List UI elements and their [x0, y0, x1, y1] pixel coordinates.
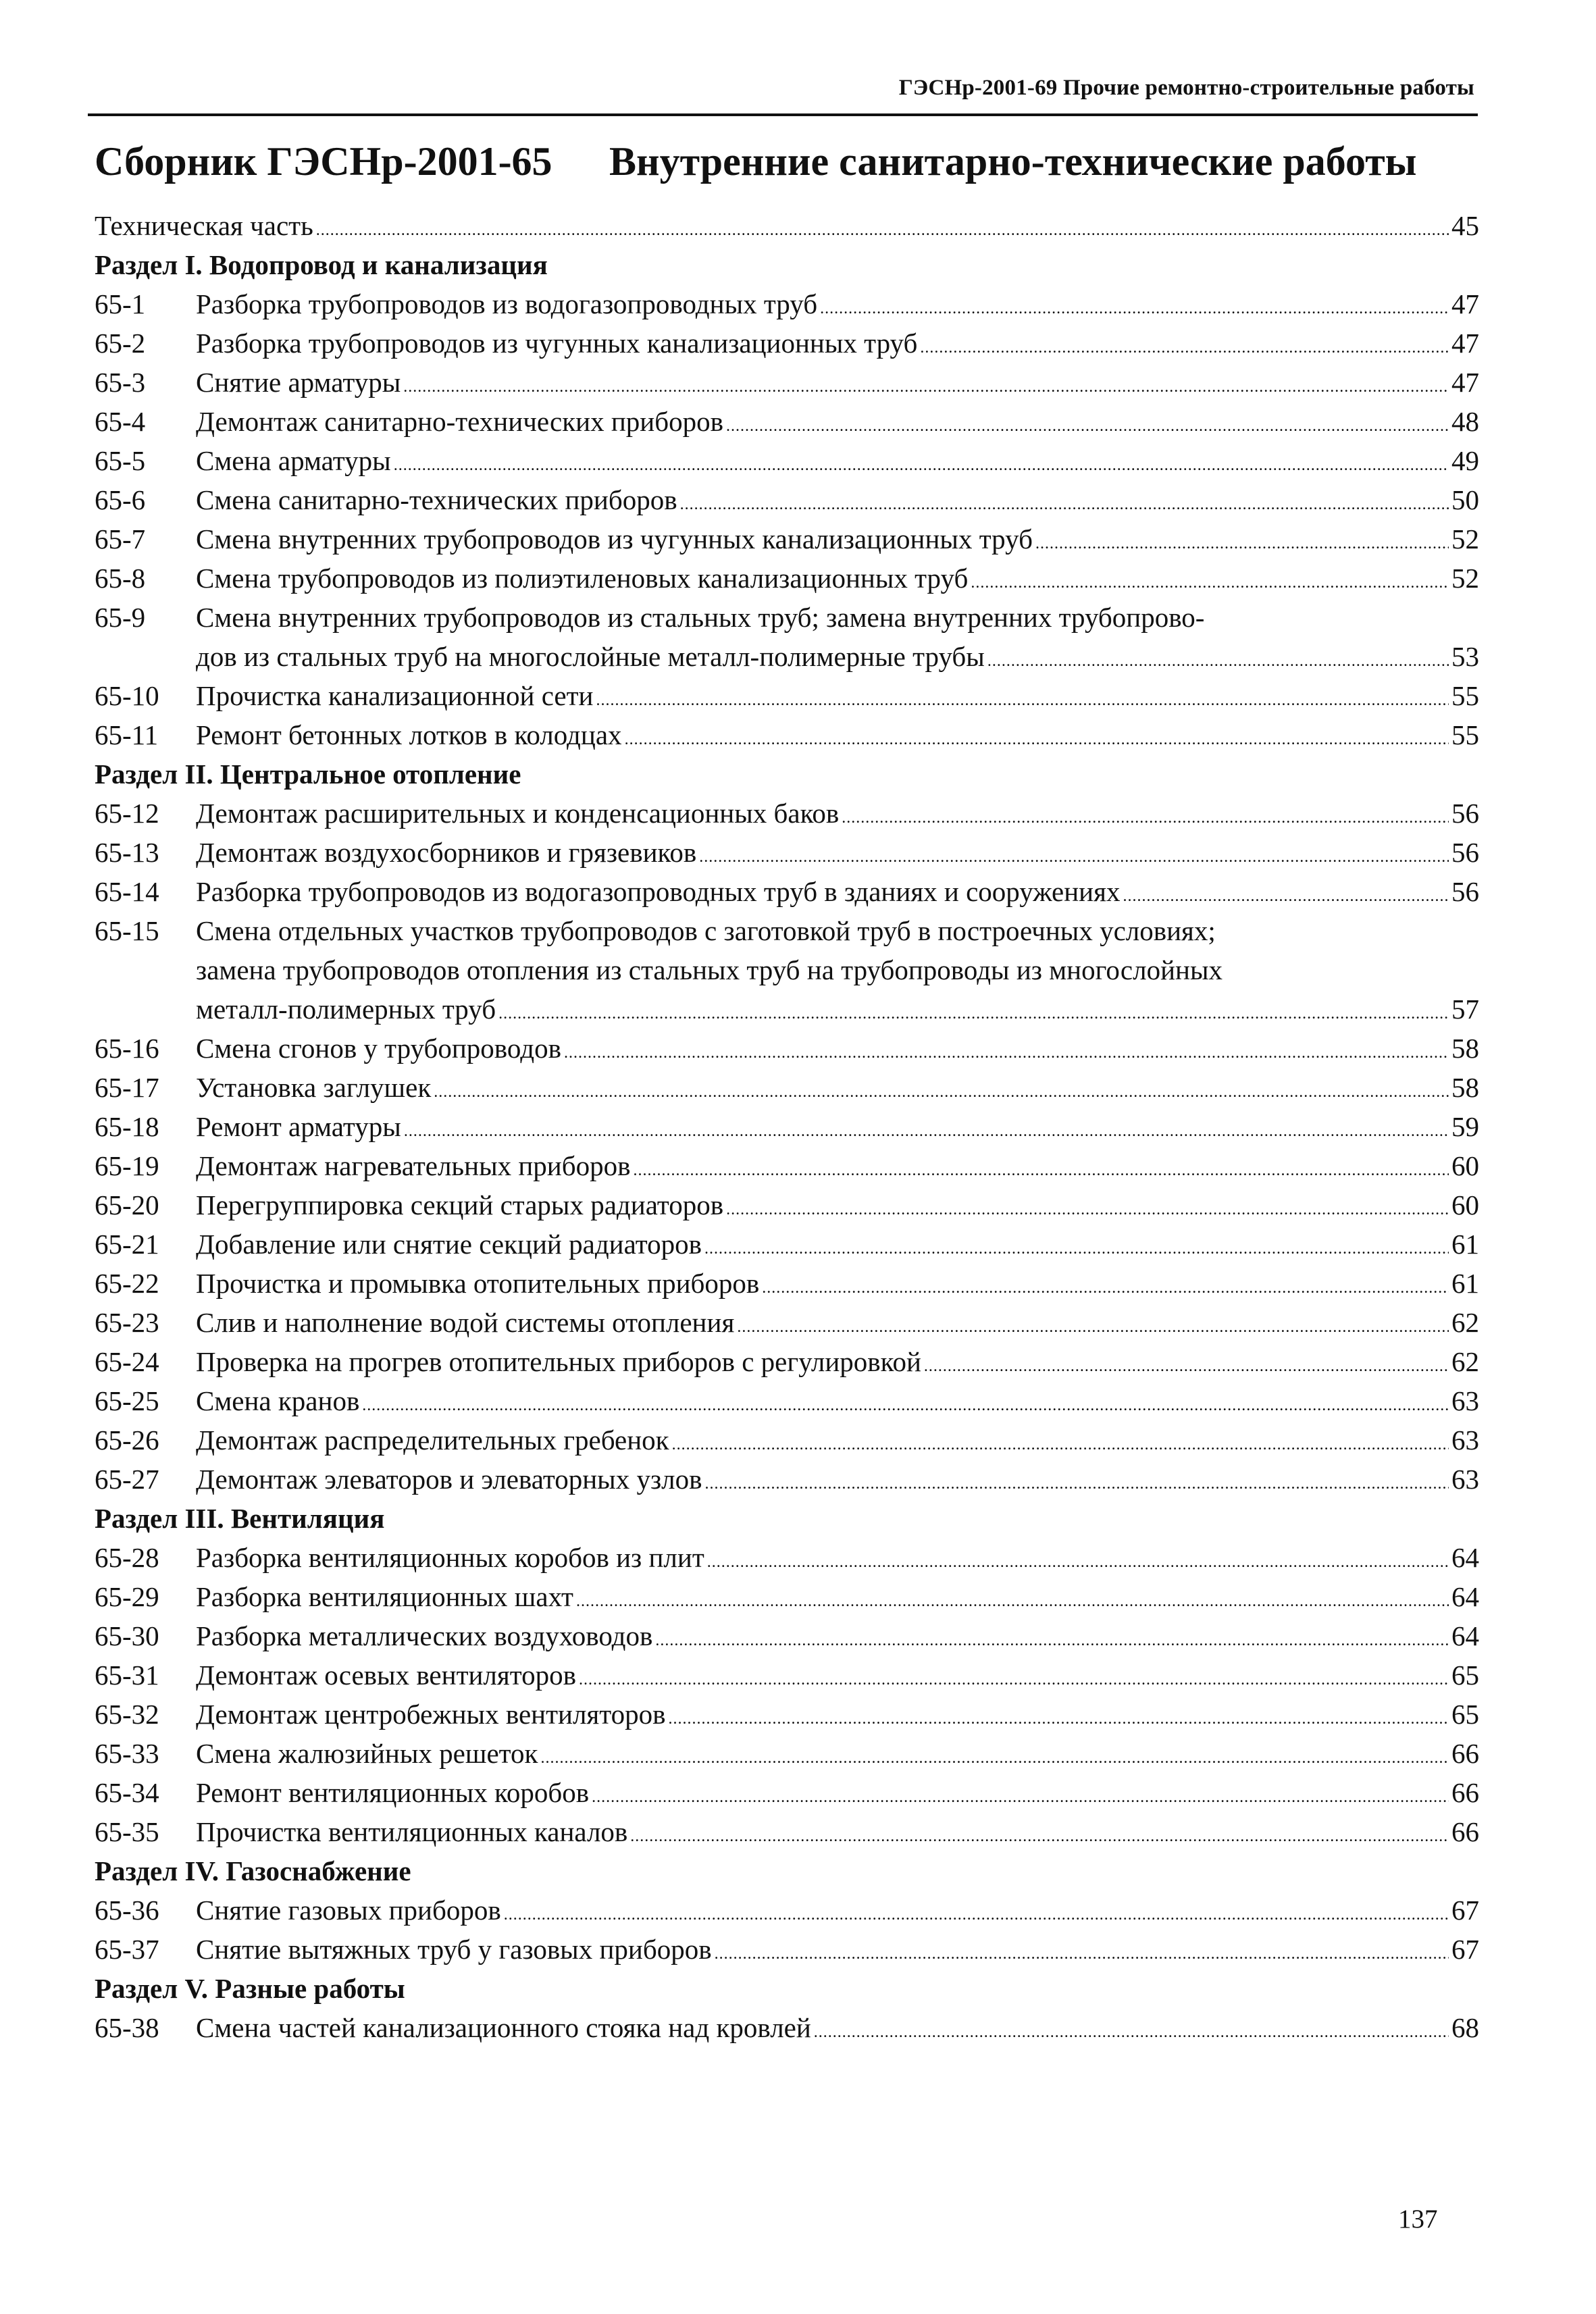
section-heading	[95, 1851, 1479, 1891]
entry-body	[196, 676, 1479, 720]
entry-page: 48	[1451, 406, 1479, 437]
entry-body	[196, 324, 1479, 367]
toc-row	[95, 1381, 1479, 1420]
entry-page: 58	[1451, 1033, 1479, 1064]
section-heading	[95, 754, 1479, 794]
toc-row	[95, 1264, 1479, 1303]
entry-page: 58	[1451, 1072, 1479, 1103]
toc-row	[95, 1460, 1479, 1499]
entry-page: 53	[1451, 641, 1479, 672]
dot-leader	[820, 289, 1449, 328]
entry-body	[196, 1460, 1479, 1503]
entry-body	[196, 402, 1479, 446]
entry-body	[196, 2008, 1479, 2052]
entry-page: 61	[1451, 1229, 1479, 1260]
entry-body	[196, 1225, 1479, 1268]
entry-title: Демонтаж санитарно-технических приборов	[196, 406, 723, 437]
entry-body	[196, 1185, 1479, 1229]
entry-title: Демонтаж нагревательных приборов	[196, 1150, 631, 1181]
entry-body	[196, 1577, 1479, 1621]
entry-number: 65-9	[95, 602, 146, 633]
entry-number: 65-19	[95, 1150, 159, 1181]
dot-leader	[680, 485, 1449, 524]
entry-title: Ремонт арматуры	[196, 1111, 401, 1142]
dot-leader	[404, 1112, 1449, 1151]
entry-page: 66	[1451, 1738, 1479, 1769]
toc-row	[95, 1773, 1479, 1812]
entry-body	[196, 950, 1479, 989]
entry-title: Снятие арматуры	[196, 367, 401, 398]
dot-leader	[434, 1073, 1449, 1112]
collection-code: Сборник ГЭСНр-2001-65	[95, 139, 552, 184]
entry-title: Добавление или снятие секций радиаторов	[196, 1229, 702, 1260]
entry-page: 66	[1451, 1777, 1479, 1808]
toc-row	[95, 1068, 1479, 1107]
entry-body	[196, 1616, 1479, 1660]
entry-title: Установка заглушек	[196, 1072, 432, 1103]
entry-title: Снятие газовых приборов	[196, 1895, 501, 1926]
entry-title: Снятие вытяжных труб у газовых приборов	[196, 1934, 712, 1965]
entry-title: Прочистка канализационной сети	[196, 680, 594, 711]
header-rule	[88, 113, 1478, 116]
toc-row	[95, 441, 1479, 480]
entry-number: 65-35	[95, 1816, 159, 1847]
dot-leader	[707, 1543, 1449, 1582]
dot-leader	[633, 1151, 1449, 1190]
entry-title: Смена отдельных участков трубопроводов с заготовкой труб в построечных условиях;	[196, 915, 1216, 946]
entry-number: 65-20	[95, 1189, 159, 1220]
toc-row	[95, 1891, 1479, 1930]
dot-leader	[579, 1660, 1449, 1699]
entry-title: Демонтаж расширительных и конденсационных баков	[196, 798, 840, 829]
entry-title: Ремонт бетонных лотков в колодцах	[196, 719, 622, 750]
entry-number: 65-23	[95, 1307, 159, 1338]
collection-title	[95, 138, 1479, 192]
dot-leader	[1123, 877, 1449, 916]
toc-row	[95, 911, 1479, 950]
entry-title: Разборка вентиляционных коробов из плит	[196, 1542, 704, 1573]
entry-number: 65-17	[95, 1072, 159, 1103]
dot-leader	[498, 994, 1449, 1033]
entry-page: 52	[1451, 563, 1479, 594]
entry-number: 65-7	[95, 523, 146, 555]
dot-leader	[704, 1229, 1449, 1268]
entry-body	[196, 833, 1479, 877]
toc-row	[95, 1930, 1479, 1969]
entry-title: Разборка трубопроводов из водогазопроводных труб в зданиях и сооружениях	[196, 876, 1121, 907]
section-heading	[95, 1499, 1479, 1538]
section-title: Раздел V. Разные работы	[95, 1973, 405, 2004]
dot-leader	[669, 1699, 1449, 1739]
entry-page: 64	[1451, 1542, 1479, 1573]
entry-number: 65-37	[95, 1934, 159, 1965]
section-title: Раздел IV. Газоснабжение	[95, 1855, 411, 1886]
entry-page: 47	[1451, 367, 1479, 398]
table-of-contents	[95, 206, 1479, 2047]
entry-page: 56	[1451, 876, 1479, 907]
toc-row	[95, 950, 1479, 989]
dot-leader	[1035, 524, 1449, 563]
entry-body	[196, 1538, 1479, 1582]
toc-row	[95, 2008, 1479, 2047]
toc-row	[95, 1029, 1479, 1068]
dot-leader	[596, 681, 1449, 720]
collection-name: Внутренние санитарно-технические работы	[609, 139, 1417, 184]
entry-number: 65-2	[95, 328, 146, 359]
entry-title: Смена внутренних трубопроводов из чугунных канализационных труб	[196, 523, 1033, 555]
entry-body	[196, 637, 1479, 681]
toc-row	[95, 1185, 1479, 1225]
dot-leader	[814, 2013, 1449, 2052]
entry-title: Техническая часть	[95, 210, 313, 241]
dot-leader	[504, 1895, 1449, 1934]
toc-row	[95, 598, 1479, 637]
entry-number: 65-10	[95, 680, 159, 711]
entry-body	[196, 1107, 1479, 1151]
dot-leader	[592, 1778, 1449, 1817]
entry-number: 65-32	[95, 1699, 159, 1730]
entry-body	[196, 1381, 1479, 1425]
entry-number: 65-14	[95, 876, 159, 907]
entry-number: 65-5	[95, 445, 146, 476]
dot-leader	[316, 211, 1449, 250]
section-heading	[95, 1969, 1479, 2008]
toc-row	[95, 1695, 1479, 1734]
entry-title: Смена частей канализационного стояка над кровлей	[196, 2012, 811, 2043]
entry-number: 65-26	[95, 1424, 159, 1456]
entry-body	[196, 1146, 1479, 1190]
entry-number: 65-36	[95, 1895, 159, 1926]
entry-title: Смена жалюзийных решеток	[196, 1738, 538, 1769]
entry-page: 61	[1451, 1268, 1479, 1299]
entry-title: Ремонт вентиляционных коробов	[196, 1777, 590, 1808]
entry-number: 65-11	[95, 719, 159, 750]
entry-body	[196, 1930, 1479, 1974]
entry-body	[196, 363, 1479, 407]
entry-page: 65	[1451, 1660, 1479, 1691]
entry-page: 67	[1451, 1895, 1479, 1926]
toc-row	[95, 1107, 1479, 1146]
entry-page: 57	[1451, 994, 1479, 1025]
toc-row	[95, 559, 1479, 598]
entry-body	[196, 519, 1479, 563]
entry-title: Разборка вентиляционных шахт	[196, 1581, 573, 1612]
entry-title: Проверка на прогрев отопительных приборов с регулировкой	[196, 1346, 921, 1377]
entry-title: замена трубопроводов отопления из стальных труб на трубопроводы из многослойных	[196, 954, 1223, 985]
entry-title: Демонтаж центробежных вентиляторов	[196, 1699, 666, 1730]
dot-leader	[924, 1347, 1449, 1386]
entry-title: металл-полимерных труб	[196, 994, 496, 1025]
section-title: Раздел III. Вентиляция	[95, 1503, 385, 1534]
toc-row	[95, 794, 1479, 833]
entry-number: 65-4	[95, 406, 146, 437]
entry-number: 65-30	[95, 1620, 159, 1651]
toc-row	[95, 402, 1479, 441]
dot-leader	[394, 446, 1449, 485]
entry-page: 62	[1451, 1346, 1479, 1377]
entry-title: Прочистка и промывка отопительных приборов	[196, 1268, 760, 1299]
toc-row	[95, 676, 1479, 715]
toc-row	[95, 1577, 1479, 1616]
entry-body	[95, 206, 1479, 250]
dot-leader	[705, 1464, 1449, 1503]
entry-body	[196, 715, 1479, 759]
entry-body	[196, 1891, 1479, 1934]
entry-number: 65-38	[95, 2012, 159, 2043]
dot-leader	[726, 407, 1449, 446]
dot-leader	[762, 1268, 1449, 1308]
dot-leader	[726, 1190, 1449, 1229]
entry-number: 65-25	[95, 1385, 159, 1416]
entry-page: 62	[1451, 1307, 1479, 1338]
entry-body	[196, 1734, 1479, 1778]
entry-body	[196, 559, 1479, 602]
entry-title: Смена сгонов у трубопроводов	[196, 1033, 561, 1064]
entry-number: 65-24	[95, 1346, 159, 1377]
entry-body	[196, 1068, 1479, 1112]
entry-number: 65-31	[95, 1660, 159, 1691]
dot-leader	[576, 1582, 1449, 1621]
entry-page: 52	[1451, 523, 1479, 555]
entry-page: 65	[1451, 1699, 1479, 1730]
entry-title: дов из стальных труб на многослойные металл-полимерные трубы	[196, 641, 985, 672]
entry-body	[196, 1773, 1479, 1817]
entry-page: 47	[1451, 288, 1479, 319]
dot-leader	[564, 1033, 1449, 1073]
entry-number: 65-3	[95, 367, 146, 398]
entry-page: 64	[1451, 1620, 1479, 1651]
toc-row	[95, 284, 1479, 324]
entry-page: 63	[1451, 1424, 1479, 1456]
toc-row	[95, 1225, 1479, 1264]
dot-leader	[920, 328, 1449, 367]
entry-title: Смена внутренних трубопроводов из стальных труб; замена внутренних трубопрово-	[196, 602, 1205, 633]
entry-title: Смена кранов	[196, 1385, 360, 1416]
entry-page: 68	[1451, 2012, 1479, 2043]
running-header: ГЭСНр-2001-69 Прочие ремонтно-строительные работы	[898, 76, 1474, 100]
dot-leader	[540, 1739, 1449, 1778]
entry-body	[196, 1303, 1479, 1347]
entry-page: 49	[1451, 445, 1479, 476]
page-number: 137	[1398, 2205, 1438, 2234]
entry-page: 64	[1451, 1581, 1479, 1612]
toc-row	[95, 1538, 1479, 1577]
dot-leader	[737, 1308, 1449, 1347]
entry-page: 60	[1451, 1189, 1479, 1220]
entry-page: 55	[1451, 680, 1479, 711]
entry-title: Демонтаж распределительных гребенок	[196, 1424, 669, 1456]
entry-number: 65-18	[95, 1111, 159, 1142]
entry-title: Разборка трубопроводов из водогазопроводных труб	[196, 288, 818, 319]
entry-body	[196, 1655, 1479, 1699]
toc-row	[95, 1303, 1479, 1342]
toc-row	[95, 1734, 1479, 1773]
dot-leader	[715, 1934, 1449, 1974]
entry-title: Перегруппировка секций старых радиаторов	[196, 1189, 724, 1220]
entry-page: 67	[1451, 1934, 1479, 1965]
entry-page: 66	[1451, 1816, 1479, 1847]
entry-page: 47	[1451, 328, 1479, 359]
entry-body	[196, 872, 1479, 916]
entry-number: 65-29	[95, 1581, 159, 1612]
dot-leader	[971, 563, 1449, 602]
toc-row	[95, 1146, 1479, 1185]
entry-number: 65-28	[95, 1542, 159, 1573]
dot-leader	[655, 1621, 1449, 1660]
entry-page: 63	[1451, 1464, 1479, 1495]
entry-number: 65-8	[95, 563, 146, 594]
dot-leader	[362, 1386, 1449, 1425]
entry-page: 60	[1451, 1150, 1479, 1181]
entry-body	[196, 598, 1479, 637]
toc-row	[95, 324, 1479, 363]
entry-number: 65-12	[95, 798, 159, 829]
dot-leader	[630, 1817, 1449, 1856]
dot-leader	[699, 838, 1449, 877]
entry-number: 65-34	[95, 1777, 159, 1808]
entry-body	[196, 1420, 1479, 1464]
dot-leader	[403, 367, 1449, 407]
entry-page: 59	[1451, 1111, 1479, 1142]
entry-page: 56	[1451, 798, 1479, 829]
entry-number: 65-22	[95, 1268, 159, 1299]
entry-title: Смена санитарно-технических приборов	[196, 484, 677, 515]
entry-title: Разборка металлических воздуховодов	[196, 1620, 653, 1651]
entry-number: 65-16	[95, 1033, 159, 1064]
dot-leader	[987, 642, 1449, 681]
section-title: Раздел II. Центральное отопление	[95, 759, 521, 790]
entry-body	[196, 1695, 1479, 1739]
toc-row	[95, 206, 1479, 245]
entry-page: 55	[1451, 719, 1479, 750]
toc-row	[95, 363, 1479, 402]
entry-page: 45	[1451, 210, 1479, 241]
entry-title: Демонтаж осевых вентиляторов	[196, 1660, 576, 1691]
entry-number: 65-15	[95, 915, 159, 946]
toc-row	[95, 1420, 1479, 1460]
entry-body	[196, 1264, 1479, 1308]
toc-row	[95, 480, 1479, 519]
entry-body	[196, 1029, 1479, 1073]
toc-row	[95, 872, 1479, 911]
section-title: Раздел I. Водопровод и канализация	[95, 249, 548, 280]
entry-body	[196, 480, 1479, 524]
entry-title: Прочистка вентиляционных каналов	[196, 1816, 628, 1847]
entry-number: 65-27	[95, 1464, 159, 1495]
entry-number: 65-6	[95, 484, 146, 515]
toc-row	[95, 1812, 1479, 1851]
entry-page: 63	[1451, 1385, 1479, 1416]
toc-row	[95, 715, 1479, 754]
entry-body	[196, 1342, 1479, 1386]
toc-row	[95, 1616, 1479, 1655]
entry-number: 65-33	[95, 1738, 159, 1769]
entry-body	[196, 989, 1479, 1033]
toc-row	[95, 1655, 1479, 1695]
entry-body	[196, 284, 1479, 328]
entry-number: 65-1	[95, 288, 146, 319]
dot-leader	[842, 798, 1449, 838]
entry-body	[196, 441, 1479, 485]
entry-title: Смена трубопроводов из полиэтиленовых канализационных труб	[196, 563, 969, 594]
toc-row	[95, 1342, 1479, 1381]
entry-page: 50	[1451, 484, 1479, 515]
section-heading	[95, 245, 1479, 284]
toc-row	[95, 519, 1479, 559]
entry-body	[196, 1812, 1479, 1856]
entry-title: Демонтаж воздухосборников и грязевиков	[196, 837, 697, 868]
entry-page: 56	[1451, 837, 1479, 868]
entry-title: Смена арматуры	[196, 445, 391, 476]
entry-number: 65-21	[95, 1229, 159, 1260]
entry-body	[196, 794, 1479, 838]
toc-row	[95, 989, 1479, 1029]
toc-row	[95, 833, 1479, 872]
dot-leader	[672, 1425, 1449, 1464]
dot-leader	[625, 720, 1449, 759]
entry-body	[196, 911, 1479, 950]
entry-title: Слив и наполнение водой системы отопления	[196, 1307, 735, 1338]
entry-title: Демонтаж элеваторов и элеваторных узлов	[196, 1464, 702, 1495]
toc-row	[95, 637, 1479, 676]
entry-number: 65-13	[95, 837, 159, 868]
entry-title: Разборка трубопроводов из чугунных канализационных труб	[196, 328, 918, 359]
